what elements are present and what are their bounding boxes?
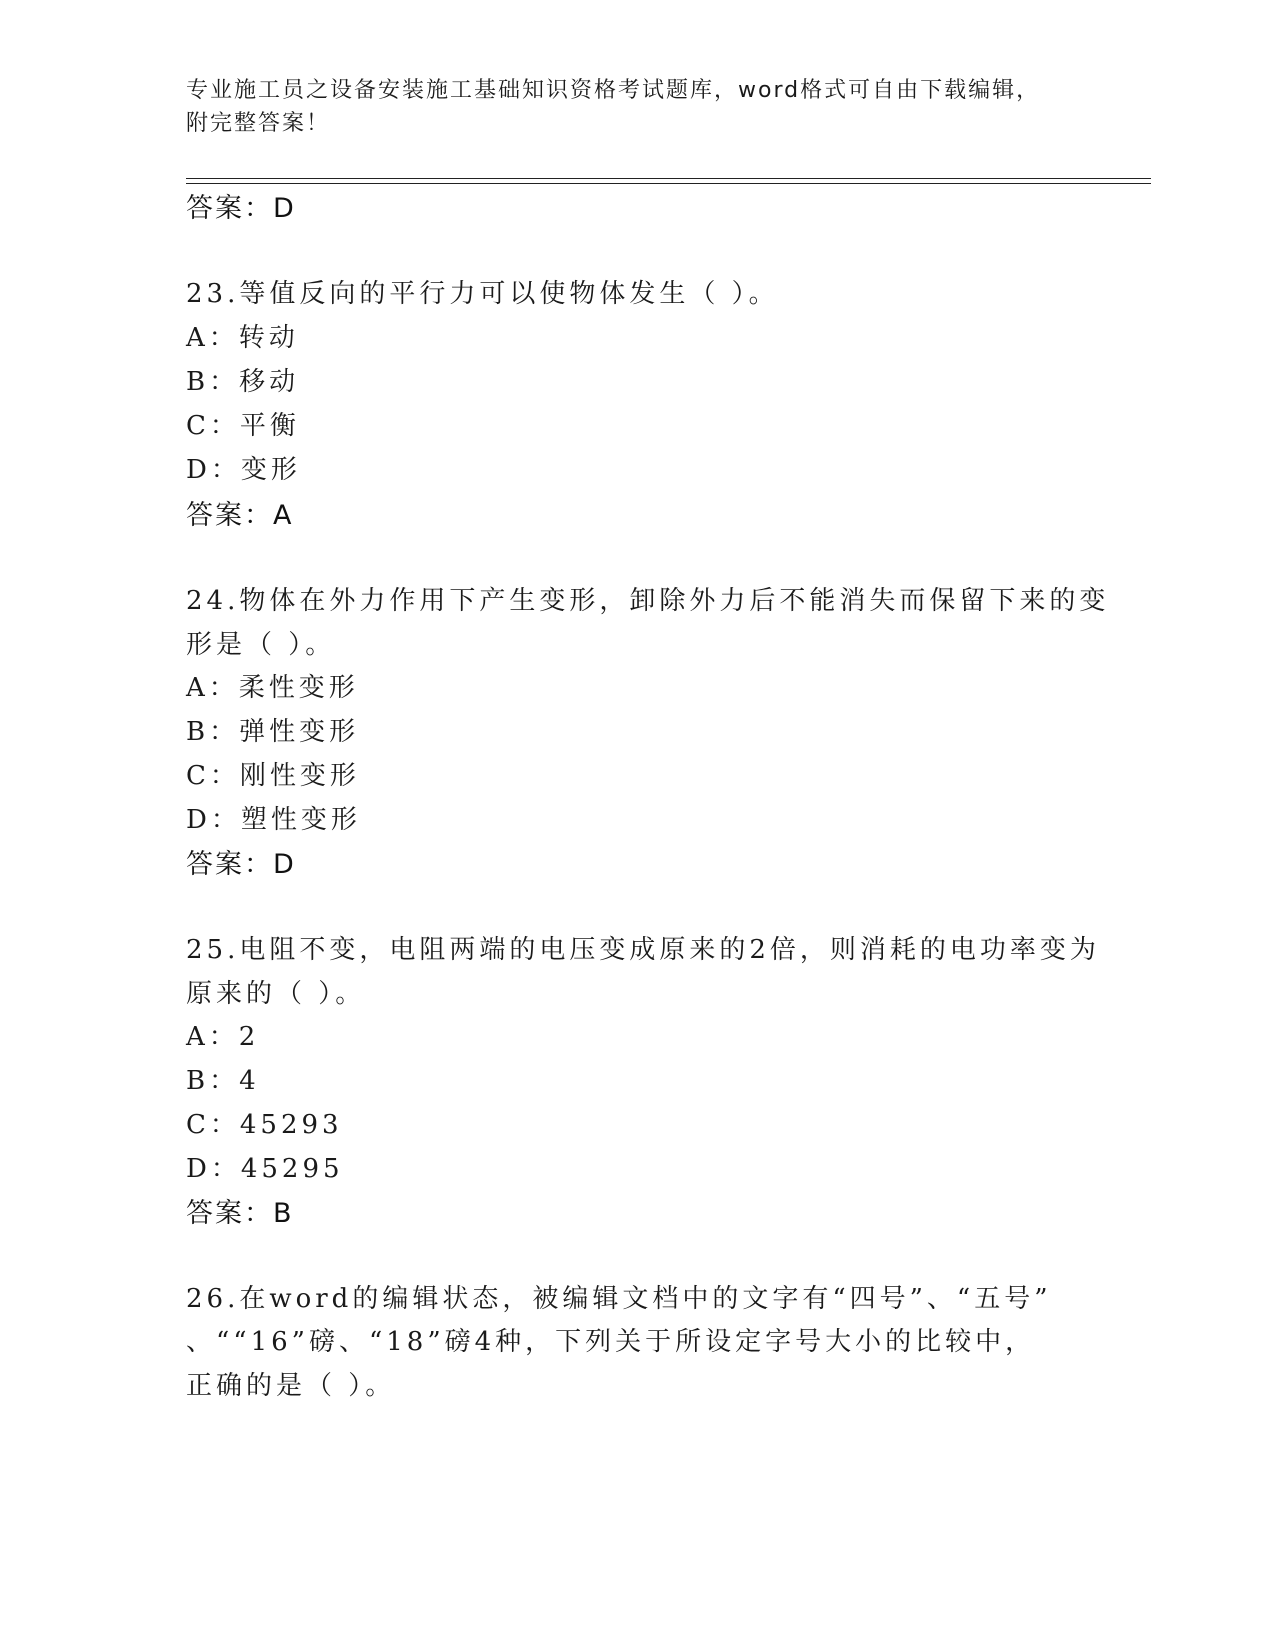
header-divider-top: [186, 178, 1151, 179]
header-line-2: 附完整答案！: [186, 111, 331, 136]
question-25-answer: 答案：B: [186, 1198, 294, 1229]
question-24-option-a: A：柔性变形: [186, 673, 359, 703]
page-header: [186, 74, 1066, 140]
question-24-option-d: D：塑性变形: [186, 805, 361, 835]
question-25-option-a: A：2: [186, 1022, 260, 1052]
question-23-stem: 23.等值反向的平行力可以使物体发生（ ）。: [186, 279, 779, 309]
question-23-option-a: A：转动: [186, 323, 299, 353]
question-25-option-c: C：45293: [186, 1110, 343, 1140]
question-24-option-b: B：弹性变形: [186, 717, 360, 747]
previous-answer: 答案：D: [186, 193, 296, 224]
question-25-option-b: B：4: [186, 1066, 260, 1096]
question-25-stem-line-2: 原来的（ ）。: [186, 979, 366, 1009]
header-divider-bottom: [186, 183, 1151, 184]
question-24-option-c: C：刚性变形: [186, 761, 360, 791]
question-24-stem-line-1: 24.物体在外力作用下产生变形，卸除外力后不能消失而保留下来的变: [186, 586, 1110, 616]
question-23-option-b: B：移动: [186, 367, 300, 397]
header-line-1: 专业施工员之设备安装施工基础知识资格考试题库，word格式可自由下载编辑，: [186, 78, 1041, 103]
question-26-stem-line-1: 26.在word的编辑状态，被编辑文档中的文字有“四号”、“五号”: [186, 1284, 1052, 1314]
question-26-stem-line-3: 正确的是（ ）。: [186, 1371, 396, 1401]
question-23-option-c: C：平衡: [186, 411, 300, 441]
question-24-answer: 答案：D: [186, 849, 296, 880]
question-24-stem-line-2: 形是（ ）。: [186, 630, 336, 660]
question-25-stem-line-1: 25.电阻不变，电阻两端的电压变成原来的2倍，则消耗的电功率变为: [186, 935, 1100, 965]
question-25-option-d: D：45295: [186, 1154, 344, 1184]
question-23-answer: 答案：A: [186, 500, 294, 531]
question-26-stem-line-2: 、““16”磅、“18”磅4种，下列关于所设定字号大小的比较中，: [186, 1327, 1036, 1357]
question-23-option-d: D：变形: [186, 455, 301, 485]
